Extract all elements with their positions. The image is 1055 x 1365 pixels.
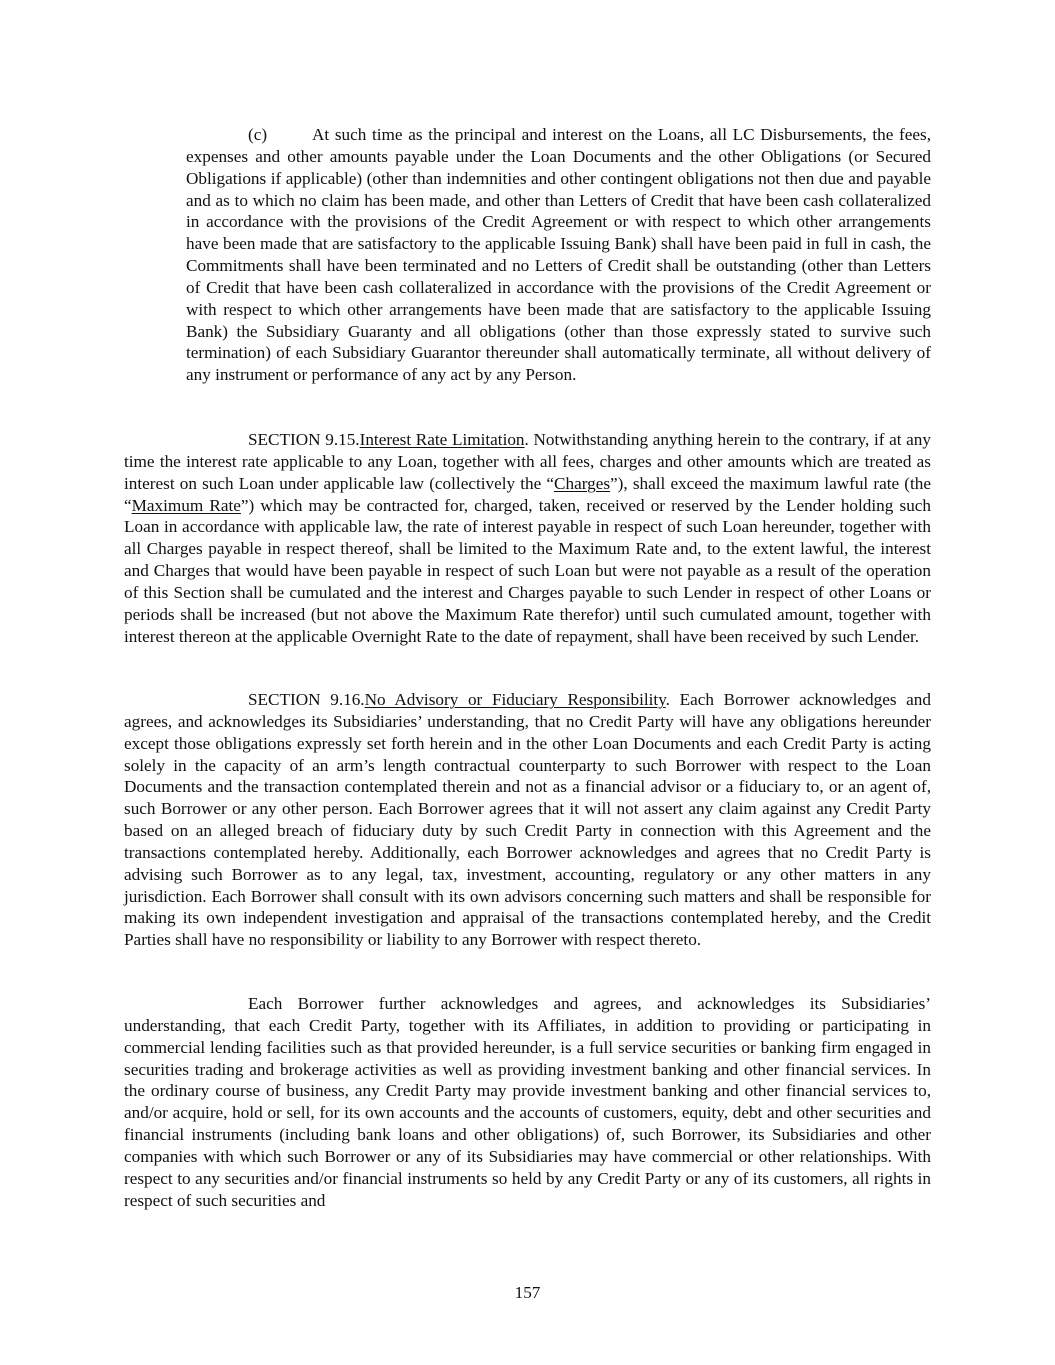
defined-term: Charges bbox=[554, 473, 611, 493]
paragraph-text: Each Borrower further acknowledges and agrees, and acknowledges its Subsidiaries’ understanding, that each Credit Party, together with its Affiliates, in addition to providing or participating in commercial lending facilities such as that provided hereunder, is a full service securities or banking firm engaged in securities trading and brokerage activities as well as providing investment banking and other financial services. In the ordinary course of business, any Credit Party may provide investment banking and other financial services to, and/or acquire, hold or sell, for its own accounts and the accounts of customers, equity, debt and other securities and financial instruments (including bank loans and other obligations) of, such Borrower, its Subsidiaries and other companies with which such Borrower or any of its Subsidiaries may have commercial or other relationships. With respect to any securities and/or financial instruments so held by any Credit Party or any of its customers, all rights in respect of such securities and bbox=[124, 994, 931, 1210]
section-text: . Each Borrower acknowledges and agrees, and acknowledges its Subsidiaries’ understanding, that no Credit Party will have any obligations hereunder except those obligations expressly set forth herein and in the other Loan Documents and each Credit Party is acting solely in the capacity of an arm’s length contractual counterparty to such Borrower with respect to the Loan Documents and the transaction contemplated therein and not as a financial advisor or a fiduciary to, or an agent of, such Borrower or any other person. Each Borrower agrees that it will not assert any claim against any Credit Party based on an alleged breach of fiduciary duty by such Credit Party in connection with this Agreement and the transactions contemplated hereby. Additionally, each Borrower acknowledges and agrees that no Credit Party is advising such Borrower as to any legal, tax, investment, accounting, regulatory or any other matters in any jurisdiction. Each Borrower shall consult with its own advisors concerning such matters and shall be responsible for making its own independent investigation and appraisal of the transactions contemplated hereby, and the Credit Parties shall have no responsibility or liability to any Borrower with respect thereto. bbox=[124, 690, 931, 950]
clause-c-paragraph bbox=[186, 124, 931, 386]
section-number: SECTION 9.15. bbox=[248, 430, 360, 449]
section-heading: No Advisory or Fiduciary Responsibility bbox=[364, 690, 666, 709]
clause-c-text: At such time as the principal and interest on the Loans, all LC Disbursements, the fees, expenses and other amounts payable under the Loan Documents and the other Obligations (or Secured Obligations if applicable) (other than indemnities and other contingent obligations not then due and payable and as to which no claim has been made, and other than Letters of Credit that have been cash collateralized in accordance with the provisions of the Credit Agreement or with respect to which other arrangements have been made that are satisfactory to the applicable Issuing Bank) shall have been paid in full in cash, the Commitments shall have been terminated and no Letters of Credit shall be outstanding (other than Letters of Credit that have been cash collateralized in accordance with the provisions of the Credit Agreement or with respect to which other arrangements have been made that are satisfactory to the applicable Issuing Bank) the Subsidiary Guaranty and all obligations (other than those expressly stated to survive such termination) of each Subsidiary Guarantor thereunder shall automatically terminate, all without delivery of any instrument or performance of any act by any Person. bbox=[186, 125, 931, 385]
section-number: SECTION 9.16. bbox=[248, 690, 365, 709]
section-text: ”), shall exceed the maximum lawful rate (the “ bbox=[124, 473, 931, 515]
acknowledgement-paragraph bbox=[124, 993, 931, 1211]
page-number: 157 bbox=[514, 1283, 541, 1302]
defined-term: Maximum Rate bbox=[131, 495, 241, 515]
section-text: ”) which may be contracted for, charged, taken, received or reserved by the Lender holding such Loan in accordance with applicable law, the rate of interest payable in respect of such Loan hereunder, together with all Charges payable in respect thereof, shall be limited to the Maximum Rate and, to the extent lawful, the interest and Charges that would have been payable in respect of such Loan but were not payable as a result of the operation of this Section shall be cumulated and the interest and Charges payable to such Lender in respect of other Loans or periods shall be increased (but not above the Maximum Rate therefor) until such cumulated amount, together with interest thereon at the applicable Overnight Rate to the date of repayment, shall have been received by such Lender. bbox=[124, 495, 932, 646]
section-9-15-paragraph bbox=[124, 429, 931, 647]
section-9-16-paragraph bbox=[124, 689, 931, 951]
section-text: . Notwithstanding anything herein to the contrary, if at any time the interest rate applicable to any Loan, together with all fees, charges and other amounts which are treated as interest on such Loan under applicable law (collectively the “ bbox=[124, 430, 931, 493]
section-heading: Interest Rate Limitation bbox=[359, 430, 525, 449]
clause-label: (c) bbox=[248, 125, 268, 144]
